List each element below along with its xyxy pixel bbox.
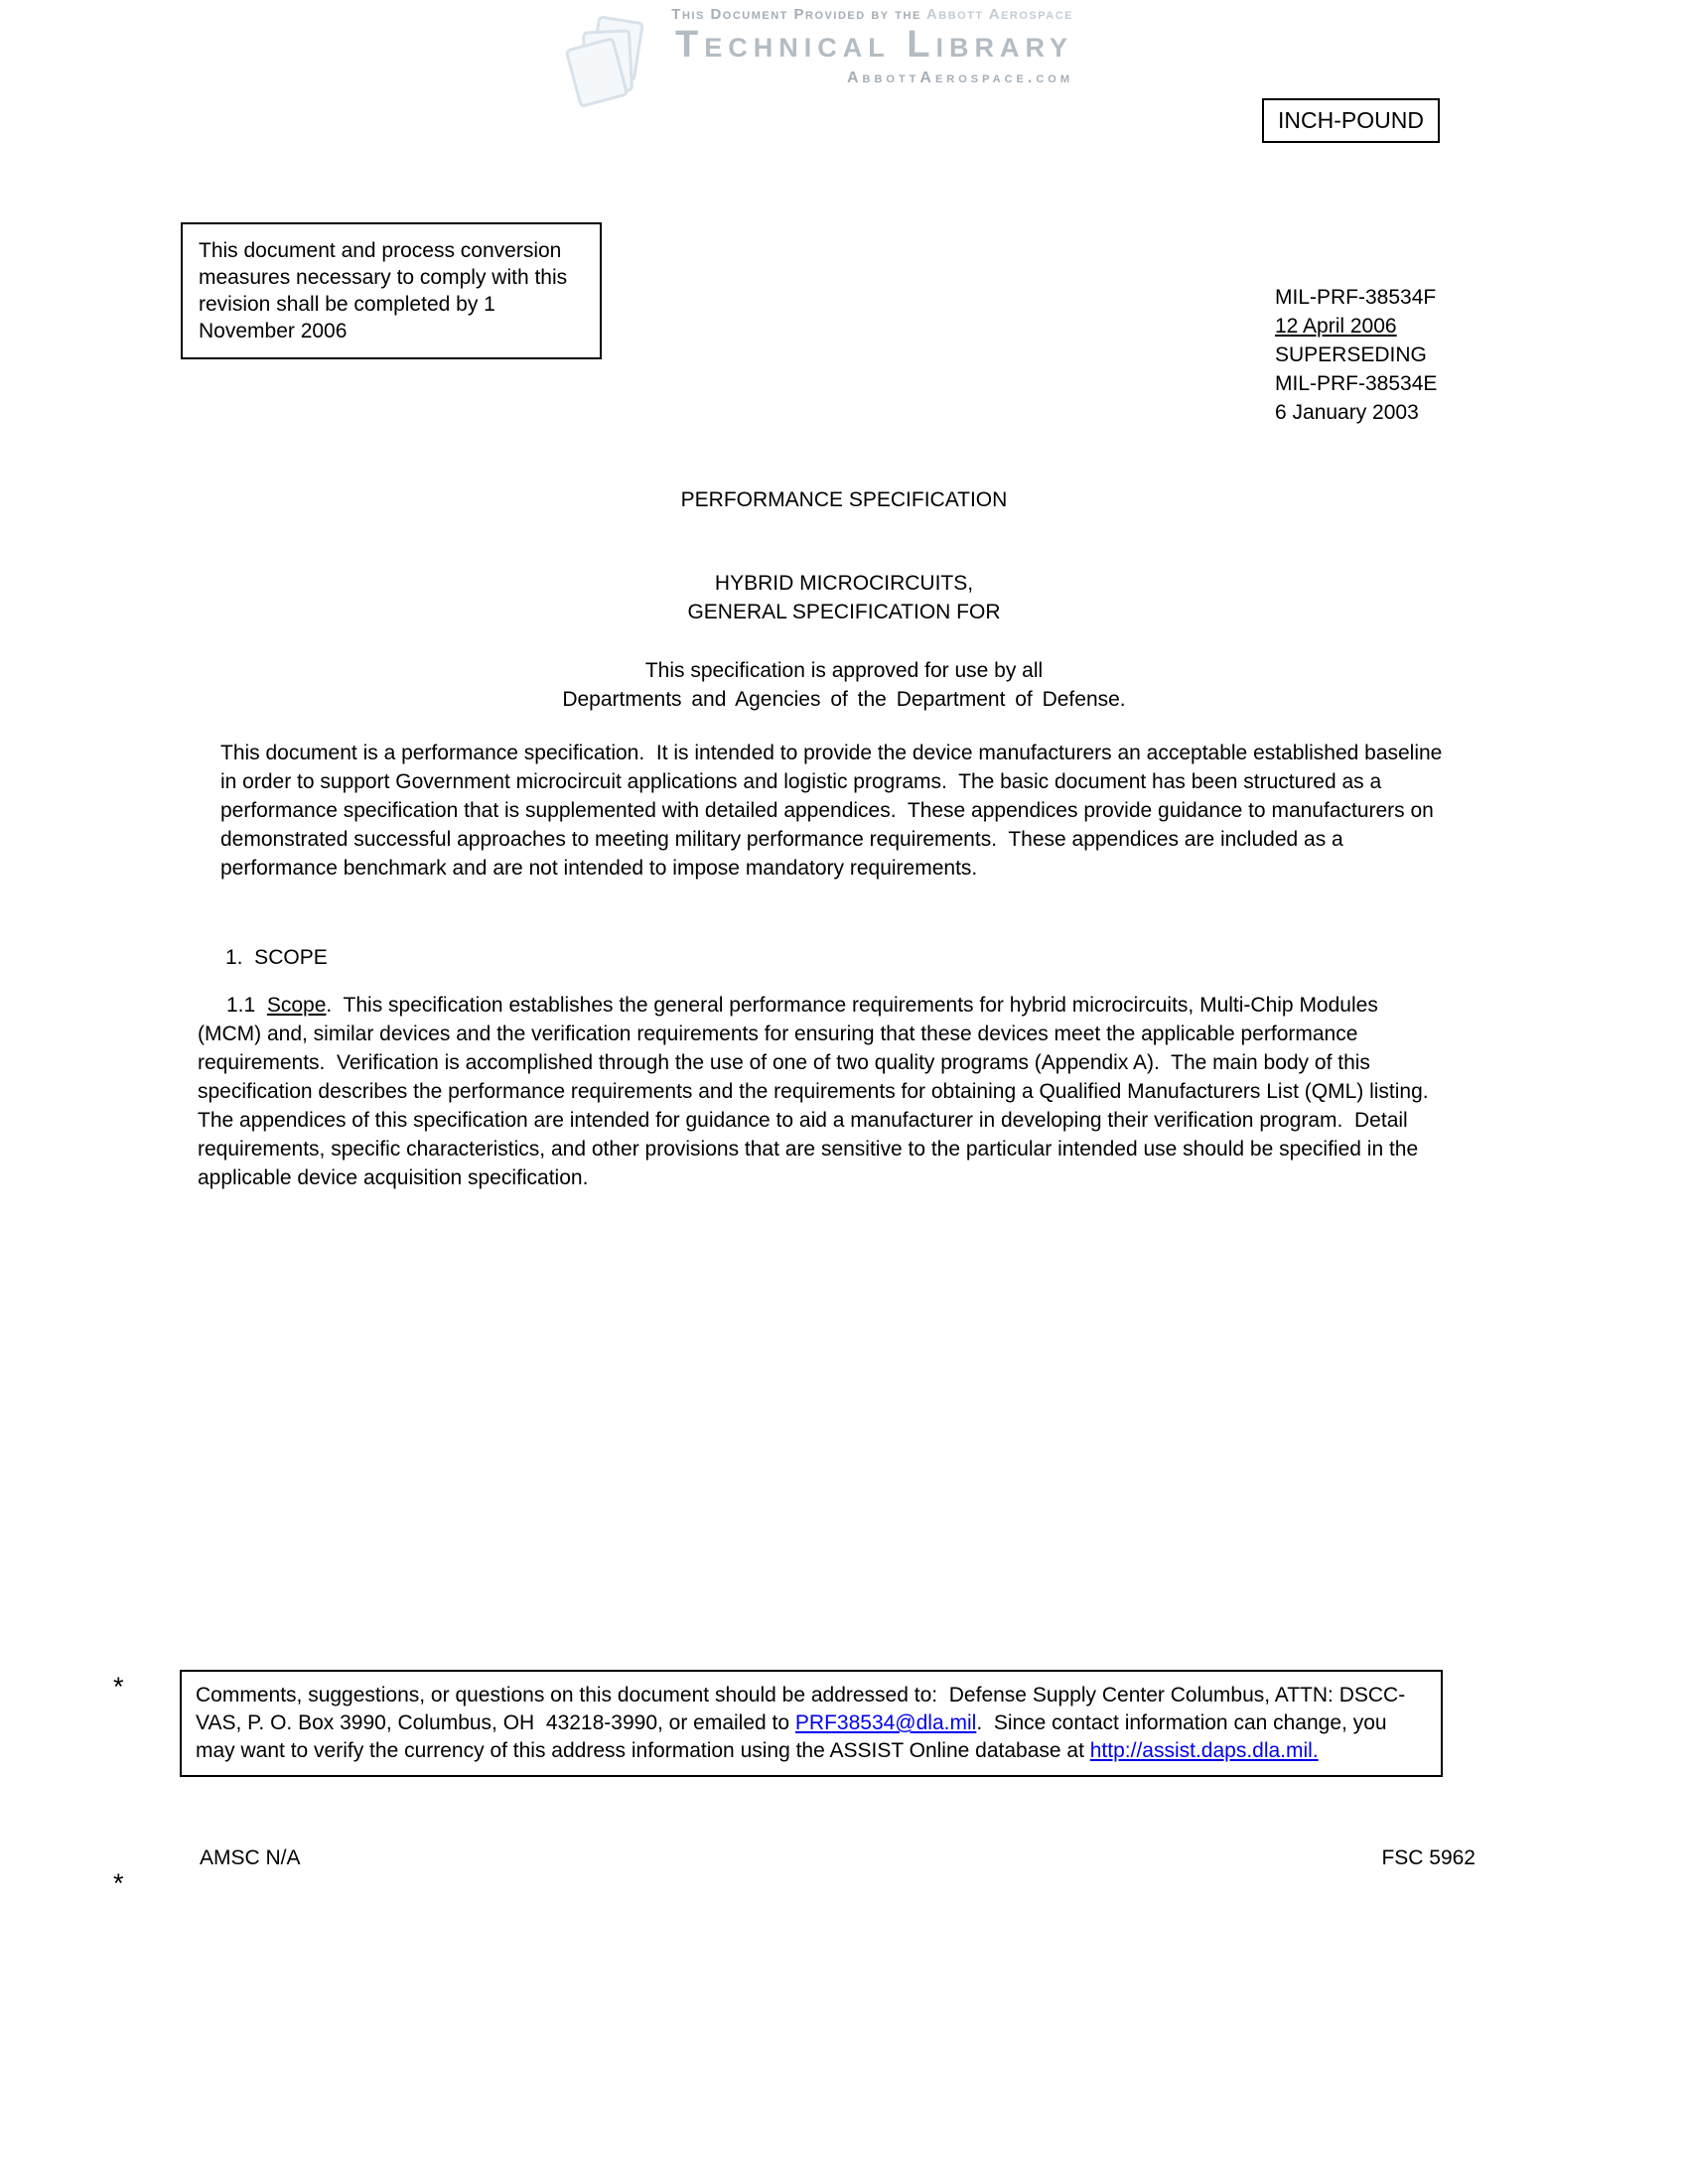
spec-number: MIL-PRF-38534F: [1275, 286, 1437, 309]
contact-box: [180, 1670, 1443, 1777]
scope-heading: 1. SCOPE: [225, 946, 328, 969]
subject-title-line1: HYBRID MICROCIRCUITS,: [714, 572, 974, 595]
scope-paragraph-label: Scope: [266, 994, 327, 1017]
spec-date: 12 April 2006: [1275, 315, 1397, 338]
contact-email-link[interactable]: PRF38534@dla.mil: [794, 1711, 977, 1734]
provider-tagline: [553, 6, 1073, 23]
provided-by-text: This Document Provided by the: [671, 6, 921, 23]
inch-pound-badge: [1262, 98, 1440, 143]
approval-statement-line1: This specification is approved for use by all: [644, 659, 1044, 682]
scope-paragraph-number: 1.1: [226, 994, 267, 1017]
scope-paragraph: [198, 991, 1441, 1192]
inch-pound-label: INCH-POUND: [1278, 107, 1424, 133]
approval-statement-line2: Departments and Agencies of the Department of Defense.: [562, 688, 1126, 711]
superseding-label: SUPERSEDING: [1275, 343, 1427, 366]
change-marker-bottom: *: [113, 1868, 124, 1898]
provider-header: [553, 6, 1073, 87]
conversion-notice-text: This document and process conversion measures necessary to comply with this revision shall be completed by 1 November 2006: [199, 239, 568, 342]
amsc-number: AMSC N/A: [200, 1846, 301, 1869]
change-marker-top: *: [113, 1672, 124, 1702]
provider-header-text: [553, 6, 1073, 87]
provider-name: Abbott Aerospace: [925, 6, 1073, 23]
subject-title-line2: GENERAL SPECIFICATION FOR: [687, 601, 1001, 623]
intro-paragraph: This document is a performance specification. It is intended to provide the device manufacturers an acceptable established baseline in order to support Government microcircuit applications and logistic programs. The basic document has been structured as a performance specification that is supplemented with detailed appendices. These appendices provide guidance to manufacturers on demonstrated successful approaches to meeting military performance requirements. These appendices are included as a performance benchmark and are not intended to impose mandatory requirements.: [220, 742, 1449, 880]
document-id-block: [1275, 283, 1437, 427]
conversion-notice-box: [181, 222, 602, 359]
library-website: AbbottAerospace.com: [846, 69, 1073, 86]
fsc-number: FSC 5962: [1381, 1846, 1476, 1869]
assist-database-link[interactable]: http://assist.daps.dla.mil.: [1089, 1739, 1319, 1762]
contact-text-before-email: Comments, suggestions, or questions on this document should be addressed to: Defense Supply Center Columbus, ATTN: DSCC-VAS, P. O. Box 3990, Columbus, OH 43218-3990, or emailed to: [196, 1684, 1406, 1734]
superseded-number: MIL-PRF-38534E: [1275, 372, 1438, 395]
scope-paragraph-text: . This specification establishes the general performance requirements for hybrid microcircuits, Multi-Chip Modules (MCM) and, similar devices and the verification requirements for ensuring that these devices meet the applicable performance requirements. Verification is accomplished through the use of one of two quality programs (Appendix A). The main body of this specification describes the performance requirements and the requirements for obtaining a Qualified Manufacturers List (QML) listing. The appendices of this specification are intended for guidance to aid a manufacturer in developing their verification program. Detail requirements, specific characteristics, and other provisions that are sensitive to the particular intended use should be specified in the applicable device acquisition specification.: [198, 994, 1440, 1189]
library-title: Technical Library: [675, 24, 1073, 66]
contact-text-between: . Since contact information can change, you may want to verify the currency of this address information using the ASSIST Online database at: [196, 1711, 1393, 1762]
footer-row: [200, 1846, 1476, 1870]
page-title: PERFORMANCE SPECIFICATION: [680, 488, 1008, 511]
superseded-date: 6 January 2003: [1275, 401, 1419, 424]
